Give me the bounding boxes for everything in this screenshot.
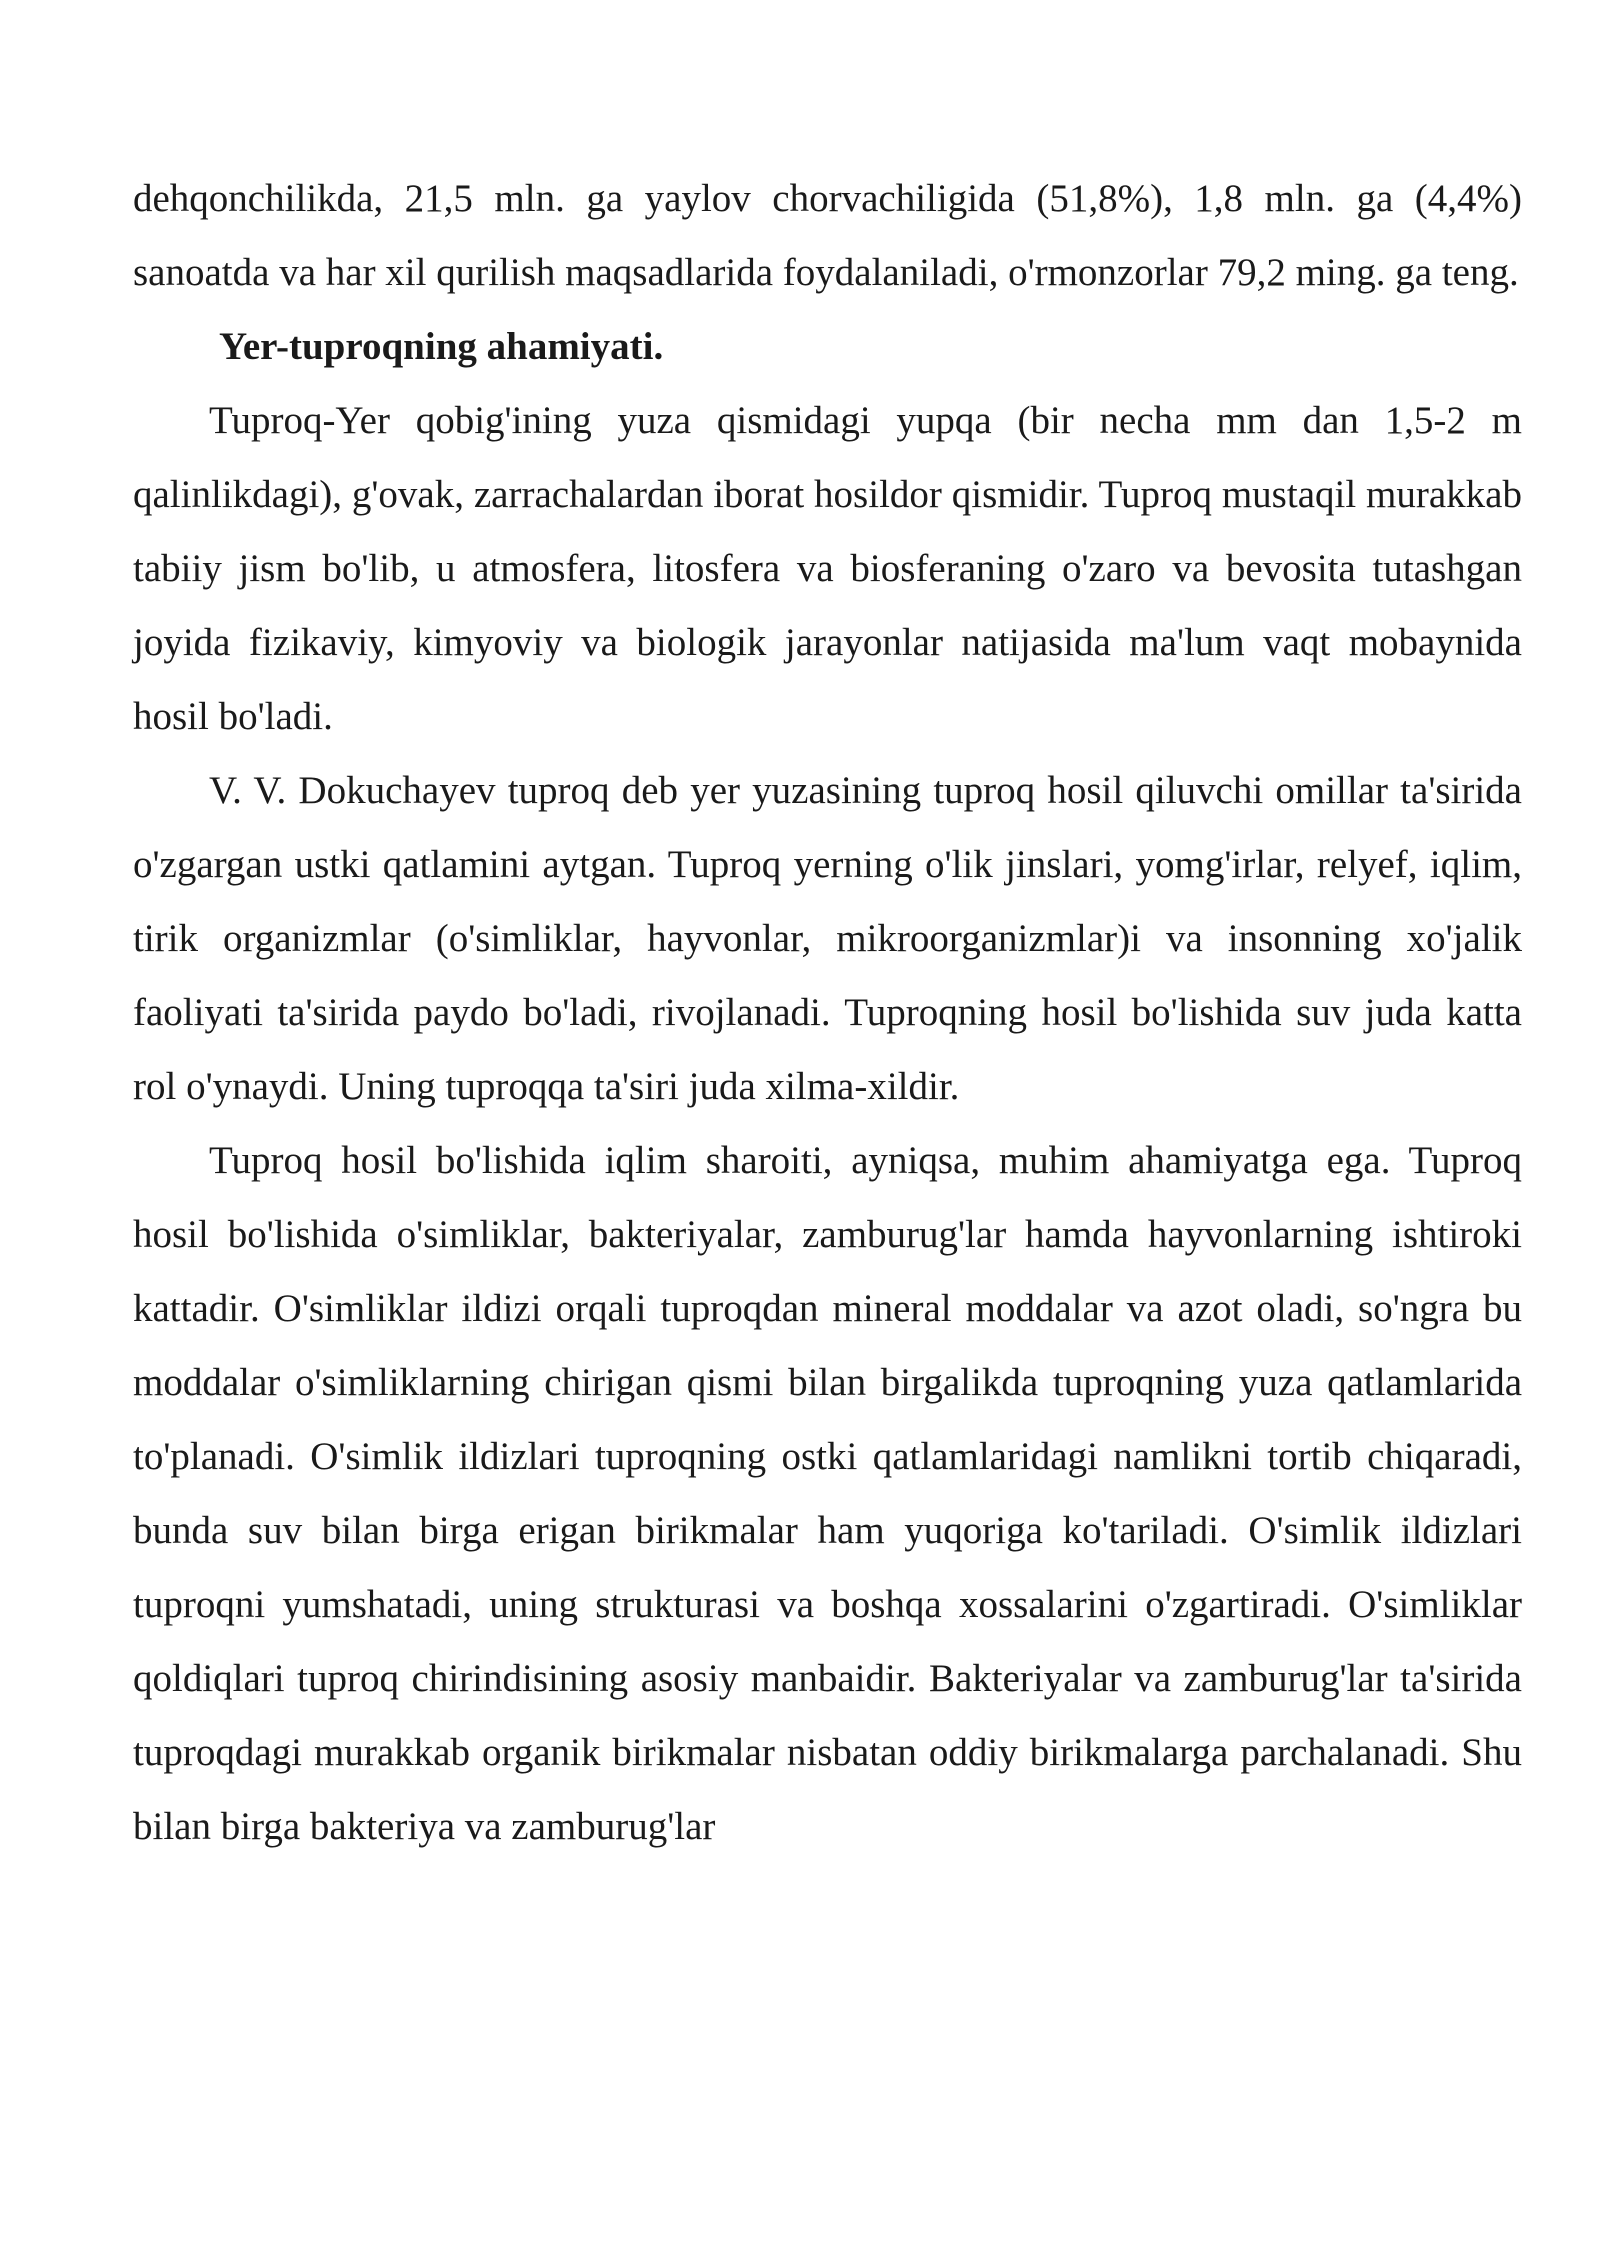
document-page: [133, 162, 1522, 1864]
paragraph: Tuproq hosil bo'lishida iqlim sharoiti, ayniqsa, muhim ahamiyatga ega. Tuproq hosil bo'lishida o'simliklar, bakteriyalar, zamburug'lar hamda hayvonlarning ishtiroki kattadir. O'simliklar ildizi orqali tuproqdan mineral moddalar va azot oladi, so'ngra bu moddalar o'simliklarning chirigan qismi bilan birgalikda tuproqning yuza qatlamlarida to'planadi. O'simlik ildizlari tuproqning ostki qatlamlaridagi namlikni tortib chiqaradi, bunda suv bilan birga erigan birikmalar ham yuqoriga ko'tariladi. O'simlik ildizlari tuproqni yumshatadi, uning strukturasi va boshqa xossalarini o'zgartiradi. O'simliklar qoldiqlari tuproq chirindisining asosiy manbaidir. Bakteriyalar va zamburug'lar ta'sirida tuproqdagi murakkab organik birikmalar nisbatan oddiy birikmalarga parchalanadi. Shu bilan birga bakteriya va zamburug'lar: [133, 1139, 1522, 1848]
paragraph: V. V. Dokuchayev tuproq deb yer yuzasining tuproq hosil qiluvchi omillar ta'sirida o'zgargan ustki qatlamini aytgan. Tuproq yerning o'lik jinslari, yomg'irlar, relyef, iqlim, tirik organizmlar (o'simliklar, hayvonlar, mikroorganizmlar)i va insonning xo'jalik faoliyati ta'sirida paydo bo'ladi, rivojlanadi. Tuproqning hosil bo'lishida suv juda katta rol o'ynaydi. Uning tuproqqa ta'siri juda xilma-xildir.: [133, 769, 1522, 1108]
section-heading: Yer-tuproqning ahamiyati.: [219, 325, 664, 368]
paragraph: Tuproq-Yer qobig'ining yuza qismidagi yupqa (bir necha mm dan 1,5-2 m qalinlikdagi), g'ovak, zarrachalardan iborat hosildor qismidir. Tuproq mustaqil murakkab tabiiy jism bo'lib, u atmosfera, litosfera va biosferaning o'zaro va bevosita tutashgan joyida fizikaviy, kimyoviy va biologik jarayonlar natijasida ma'lum vaqt mobaynida hosil bo'ladi.: [133, 399, 1522, 738]
paragraph-continued: dehqonchilikda, 21,5 mln. ga yaylov chorvachiligida (51,8%), 1,8 mln. ga (4,4%) sanoatda va har xil qurilish maqsadlarida foydalaniladi, o'rmonzorlar 79,2 ming. ga teng.: [133, 177, 1522, 294]
